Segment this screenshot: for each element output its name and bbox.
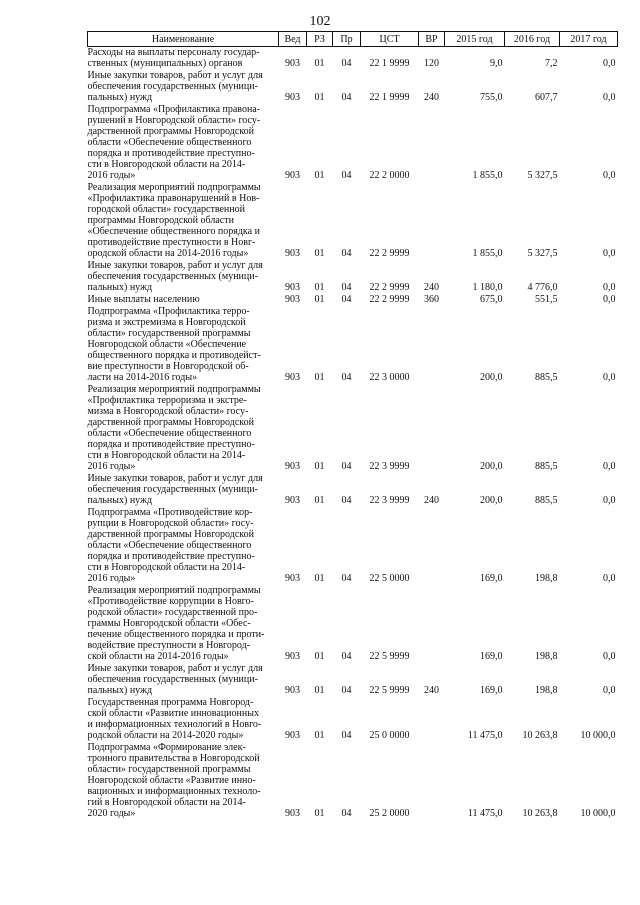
cell-ved: 903 [285,651,300,662]
cell-cst: 22 2 9999 [369,282,410,293]
row-name-line: Иные закупки товаров, работ и услуг для [87,473,263,484]
cell-2015: 200,0 [480,495,503,506]
cell-ved: 903 [285,495,300,506]
cell-cst: 22 5 0000 [369,573,410,584]
row-name [88,306,279,384]
row-name-line: ской области «Развитие инновационных [87,708,259,719]
cell-ved: 903 [285,294,300,305]
cell-vr [419,507,445,585]
cell-2017: 10 000,0 [580,730,616,741]
cell-2015: 169,0 [480,685,503,696]
header-cst: ЦСТ [361,32,419,47]
cell-2017: 0,0 [603,92,616,103]
cell-2016: 885,5 [535,372,558,383]
row-name [88,507,279,585]
cell-2016: 7,2 [545,58,558,69]
cell-vr [419,697,445,742]
cell-ved: 903 [285,730,300,741]
cell-rz: 01 [314,651,325,662]
cell-2016: 4 776,0 [527,282,558,293]
cell-pr: 04 [341,170,352,181]
row-name-line: области «Обеспечение общественного [87,137,252,148]
row-name-line: 2016 годы» [87,170,136,181]
row-name-line: Новгородской области «Развитие инно- [87,775,256,786]
cell-2016: 198,8 [535,685,558,696]
cell-rz: 01 [314,92,325,103]
row-name-line: Подпрограмма «Профилактика правона- [87,104,261,115]
cell-cst: 22 2 0000 [369,170,410,181]
cell-rz: 01 [314,495,325,506]
row-name-line: тронного правительства в Новгородской [87,753,260,764]
cell-2017: 10 000,0 [580,808,616,819]
row-name-line: родской области на 2014-2020 годы» [87,730,244,741]
cell-2016: 10 263,8 [522,730,558,741]
header-2017: 2017 год [560,32,618,47]
row-name-line: «Обеспечение общественного порядка и [87,226,260,237]
cell-ved: 903 [285,461,300,472]
table-row [88,473,618,507]
header-vr: ВР [419,32,445,47]
cell-2016: 10 263,8 [522,808,558,819]
cell-2017: 0,0 [603,294,616,305]
row-name-line: гий в Новгородской области на 2014- [87,797,246,808]
row-name-line: Подпрограмма «Формирование элек- [87,742,246,753]
row-name-line: противодействие преступности в Новг- [87,237,256,248]
cell-cst: 22 5 9999 [369,685,410,696]
cell-rz: 01 [314,372,325,383]
row-name [88,47,279,71]
row-name-line: сти в Новгородской области на 2014- [87,562,246,573]
cell-2016: 885,5 [535,495,558,506]
cell-rz: 01 [314,248,325,259]
row-name-line: порядка и противодействие преступно- [87,439,255,450]
cell-pr: 04 [341,461,352,472]
row-name-line: Расходы на выплаты персоналу государ- [87,47,260,58]
cell-2017: 0,0 [603,372,616,383]
row-name-line: порядка и противодействие преступно- [87,551,255,562]
row-name [88,663,279,697]
cell-vr: 120 [424,58,439,69]
table-row [88,260,618,294]
row-name-line: рушений в Новгородской области» госу- [87,115,261,126]
cell-2017: 0,0 [603,651,616,662]
row-name-line: «Профилактика терроризма и экстре- [87,395,247,406]
cell-pr: 04 [341,730,352,741]
cell-rz: 01 [314,282,325,293]
row-name [88,70,279,104]
cell-vr [419,182,445,260]
cell-vr [419,742,445,820]
row-name-line: «Профилактика правонарушений в Нов- [87,193,260,204]
table-row [88,306,618,384]
row-name-line: Иные выплаты населению [87,294,200,305]
table-row [88,104,618,182]
cell-cst: 22 1 9999 [369,58,410,69]
cell-rz: 01 [314,58,325,69]
row-name-line: пальных) нужд [87,685,153,696]
row-name-line: Новгородской области «Обеспечение [87,339,247,350]
cell-2017: 0,0 [603,170,616,181]
table-row [88,697,618,742]
cell-ved: 903 [285,58,300,69]
row-name-line: родской области» государственной про- [87,607,258,618]
cell-cst: 25 0 0000 [369,730,410,741]
row-name [88,742,279,820]
row-name-line: и информационных технологий в Новго- [87,719,262,730]
cell-vr [419,384,445,473]
cell-2017: 0,0 [603,573,616,584]
cell-rz: 01 [314,573,325,584]
cell-pr: 04 [341,294,352,305]
header-name: Наименование [88,32,279,47]
cell-ved: 903 [285,248,300,259]
cell-2015: 675,0 [480,294,503,305]
cell-cst: 25 2 0000 [369,808,410,819]
table-row [88,585,618,663]
row-name-line: области» государственной программы [87,764,251,775]
cell-ved: 903 [285,282,300,293]
row-name-line: дарственной программы Новгородской [87,417,254,428]
cell-pr: 04 [341,651,352,662]
cell-ved: 903 [285,685,300,696]
cell-2016: 551,5 [535,294,558,305]
cell-ved: 903 [285,170,300,181]
cell-cst: 22 3 0000 [369,372,410,383]
row-name-line: ородской области на 2014-2016 годы» [87,248,249,259]
cell-2017: 0,0 [603,685,616,696]
row-name-line: Государственная программа Новгород- [87,697,254,708]
cell-vr [419,104,445,182]
cell-cst: 22 5 9999 [369,651,410,662]
cell-ved: 903 [285,573,300,584]
row-name-line: Реализация мероприятий подпрограммы [87,384,261,395]
table-row [88,384,618,473]
row-name-line: дарственной программы Новгородской [87,529,254,540]
cell-vr [419,306,445,384]
row-name [88,697,279,742]
cell-ved: 903 [285,92,300,103]
cell-vr: 240 [424,92,439,103]
cell-pr: 04 [341,92,352,103]
header-ved: Вед [279,32,307,47]
cell-2015: 200,0 [480,461,503,472]
row-name-line: 2016 годы» [87,461,136,472]
cell-2017: 0,0 [603,495,616,506]
table-header [88,32,618,47]
cell-2016: 198,8 [535,573,558,584]
page-number: 102 [309,14,331,29]
cell-2015: 755,0 [480,92,503,103]
row-name-line: Подпрограмма «Противодействие кор- [87,507,253,518]
cell-pr: 04 [341,808,352,819]
row-name-line: области «Обеспечение общественного [87,428,252,439]
cell-2015: 9,0 [490,58,503,69]
cell-pr: 04 [341,282,352,293]
cell-vr: 240 [424,685,439,696]
cell-2015: 1 855,0 [472,170,503,181]
header-rz: РЗ [307,32,333,47]
row-name-line: порядка и противодействие преступно- [87,148,255,159]
table-row [88,47,618,71]
row-name-line: Подпрограмма «Профилактика терро- [87,306,250,317]
row-name-line: пальных) нужд [87,495,153,506]
row-name-line: обеспечения государственных (муници- [87,484,258,495]
cell-2016: 885,5 [535,461,558,472]
row-name-line: ственных (муниципальных) органов [87,58,243,69]
cell-2017: 0,0 [603,58,616,69]
row-name-line: рупции в Новгородской области» госу- [87,518,254,529]
budget-table [87,31,618,820]
cell-cst: 22 1 9999 [369,92,410,103]
row-name-line: «Противодействие коррупции в Новго- [87,596,254,607]
cell-rz: 01 [314,294,325,305]
cell-rz: 01 [314,730,325,741]
row-name-line: ризма и экстремизма в Новгородской [87,317,246,328]
cell-rz: 01 [314,170,325,181]
cell-2015: 169,0 [480,651,503,662]
row-name [88,384,279,473]
row-name-line: дарственной программы Новгородской [87,126,254,137]
row-name-line: пальных) нужд [87,282,153,293]
cell-vr: 360 [424,294,439,305]
row-name-line: Иные закупки товаров, работ и услуг для [87,70,263,81]
table-row [88,507,618,585]
header-pr: Пр [333,32,361,47]
cell-pr: 04 [341,58,352,69]
row-name-line: Иные закупки товаров, работ и услуг для [87,663,263,674]
row-name-line: Иные закупки товаров, работ и услуг для [87,260,263,271]
cell-2015: 169,0 [480,573,503,584]
row-name [88,182,279,260]
cell-cst: 22 2 9999 [369,294,410,305]
row-name-line: 2016 годы» [87,573,136,584]
row-name-line: области «Обеспечение общественного [87,540,252,551]
row-name-line: программы Новгородской области [87,215,234,226]
cell-cst: 22 3 9999 [369,495,410,506]
cell-2017: 0,0 [603,282,616,293]
row-name-line: Реализация мероприятий подпрограммы [87,182,261,193]
table-row [88,182,618,260]
cell-pr: 04 [341,248,352,259]
row-name-line: 2020 годы» [87,808,136,819]
row-name [88,294,279,306]
row-name-line: городской области» государственной [87,204,245,215]
cell-rz: 01 [314,461,325,472]
cell-2015: 1 855,0 [472,248,503,259]
row-name [88,473,279,507]
row-name-line: вационных и информационных техноло- [87,786,261,797]
cell-vr: 240 [424,495,439,506]
row-name-line: Реализация мероприятий подпрограммы [87,585,261,596]
cell-rz: 01 [314,808,325,819]
cell-2016: 5 327,5 [527,170,558,181]
cell-2015: 11 475,0 [467,808,503,819]
row-name-line: обеспечения государственных (муници- [87,81,258,92]
row-name-line: сти в Новгородской области на 2014- [87,450,246,461]
row-name-line: ласти на 2014-2016 годы» [87,372,198,383]
cell-pr: 04 [341,685,352,696]
cell-pr: 04 [341,372,352,383]
cell-cst: 22 2 9999 [369,248,410,259]
row-name-line: области» государственной программы [87,328,251,339]
row-name-line: вие преступности в Новгородской об- [87,361,249,372]
cell-cst: 22 3 9999 [369,461,410,472]
row-name-line: сти в Новгородской области на 2014- [87,159,246,170]
header-2015: 2015 год [445,32,505,47]
row-name-line: пальных) нужд [87,92,153,103]
cell-2016: 198,8 [535,651,558,662]
cell-2016: 5 327,5 [527,248,558,259]
cell-2015: 1 180,0 [472,282,503,293]
cell-pr: 04 [341,573,352,584]
cell-2017: 0,0 [603,461,616,472]
cell-2016: 607,7 [535,92,558,103]
row-name-line: обеспечения государственных (муници- [87,674,258,685]
cell-2017: 0,0 [603,248,616,259]
row-name-line: обеспечения государственных (муници- [87,271,258,282]
cell-vr: 240 [424,282,439,293]
cell-rz: 01 [314,685,325,696]
header-2016: 2016 год [505,32,560,47]
cell-pr: 04 [341,495,352,506]
cell-2015: 200,0 [480,372,503,383]
cell-vr [419,585,445,663]
row-name-line: общественного порядка и противодейст- [87,350,261,361]
row-name-line: водействие преступности в Новгород- [87,640,251,651]
table-row [88,742,618,820]
row-name-line: мизма в Новгородской области» госу- [87,406,249,417]
row-name-line: граммы Новгородской области «Обес- [87,618,251,629]
row-name-line: ской области на 2014-2016 годы» [87,651,229,662]
cell-2015: 11 475,0 [467,730,503,741]
row-name [88,260,279,294]
table-row [88,294,618,306]
row-name [88,585,279,663]
cell-ved: 903 [285,808,300,819]
cell-ved: 903 [285,372,300,383]
table-row [88,663,618,697]
row-name [88,104,279,182]
row-name-line: печение общественного порядка и проти- [87,629,265,640]
table-row [88,70,618,104]
